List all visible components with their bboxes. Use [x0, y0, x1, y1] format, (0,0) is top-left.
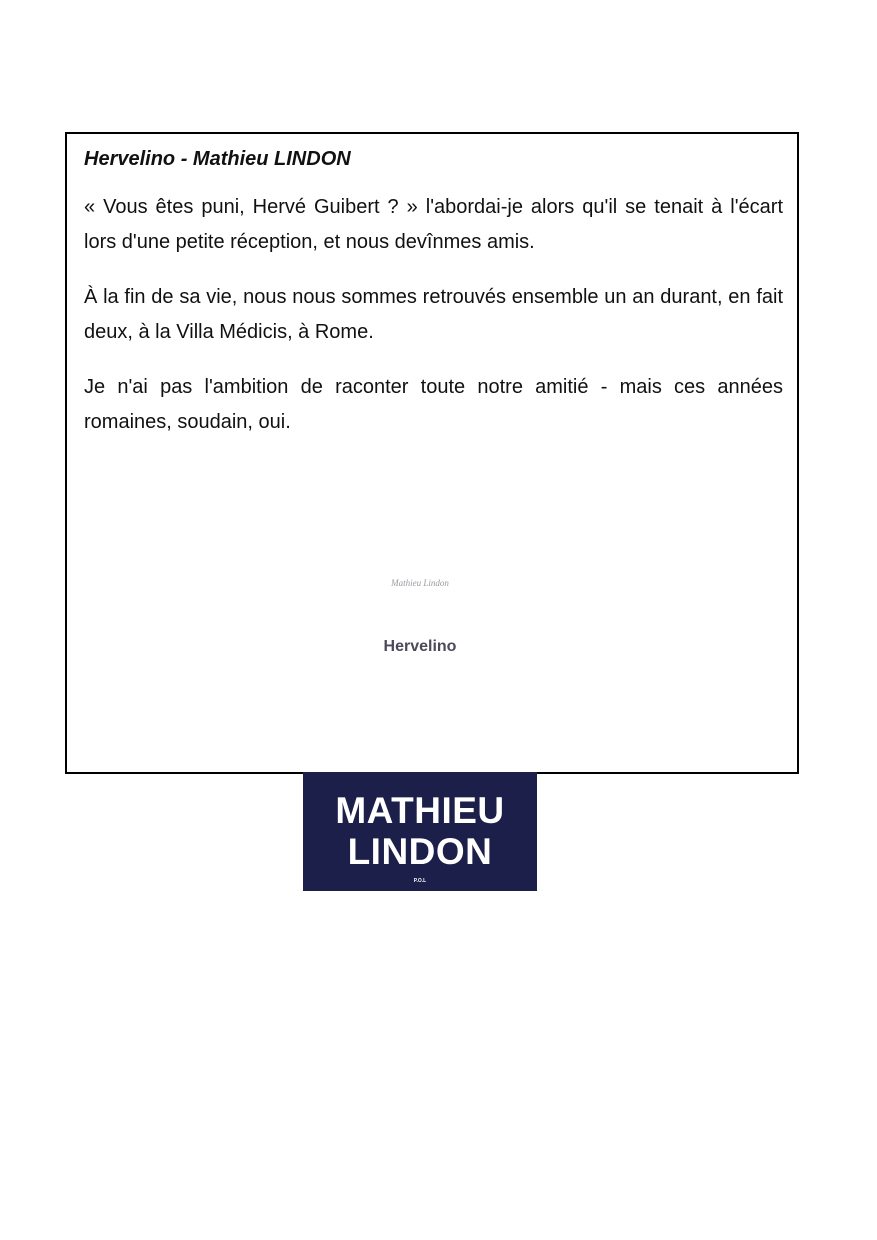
text-content	[84, 146, 783, 460]
paragraph-3: Je n'ai pas l'ambition de raconter toute notre amitié - mais ces années romaines, soudain, oui.	[84, 376, 783, 433]
cover-title: Hervelino	[383, 638, 457, 655]
cover-author-line1: MATHIEU	[335, 790, 505, 831]
cover-band	[303, 772, 537, 891]
document-title: Hervelino - Mathieu LINDON	[84, 148, 351, 170]
cover-author-line2: LINDON	[347, 831, 493, 872]
paragraph-1: « Vous êtes puni, Hervé Guibert ? » l'abordai-je alors qu'il se tenait à l'écart lors d'une petite réception, et nous devînmes amis.	[84, 196, 783, 253]
cover-publisher: P.O.L	[413, 878, 427, 884]
book-cover-image	[303, 566, 537, 891]
cover-author-small: Mathieu Lindon	[391, 578, 449, 588]
paragraph-2: À la fin de sa vie, nous nous sommes retrouvés ensemble un an durant, en fait deux, à la Villa Médicis, à Rome.	[84, 286, 783, 343]
